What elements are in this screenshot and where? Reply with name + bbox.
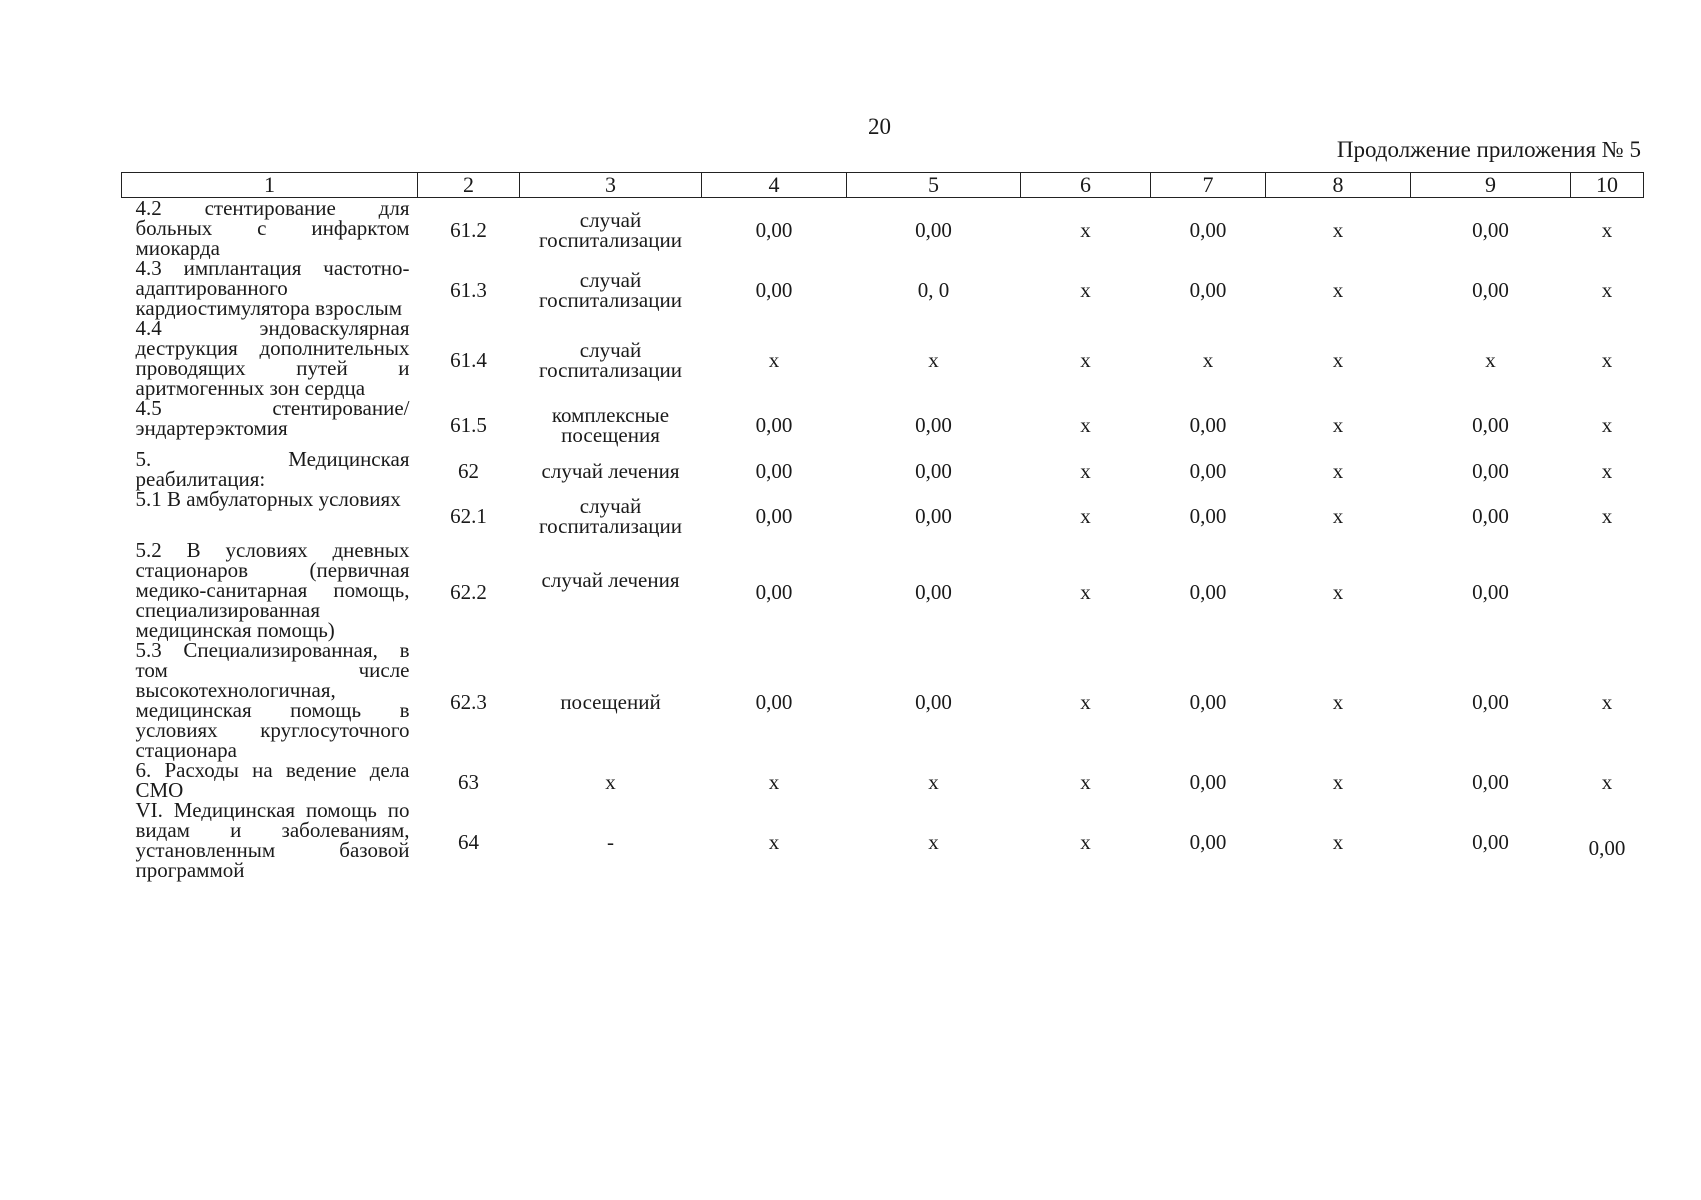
row-code: 62.3 (450, 689, 487, 714)
row-unit: - (607, 829, 614, 854)
row-name: 5.2 В условиях дневных стационаров (первичная медико-санитарная помощь, специализированная медицинская помощь) (135, 538, 410, 642)
cell-col-9: 0,00 (1472, 504, 1509, 528)
header-row (122, 173, 1644, 198)
cell-col-10: х (1601, 347, 1613, 372)
cell-col-7: 0,00 (1189, 413, 1227, 437)
cell-col-8: х (1332, 829, 1344, 854)
row-name: 6. Расходы на ведение дела СМО (135, 758, 410, 802)
header-col-1: 1 (122, 173, 418, 198)
cell-col-6: х (1080, 347, 1091, 372)
cell-col-8: х (1332, 504, 1344, 528)
cell-col-5: 0,00 (915, 413, 952, 437)
cell-col-9: 0,00 (1472, 579, 1509, 604)
cell-col-10: х (1601, 769, 1613, 794)
cell-col-10: х (1601, 504, 1613, 528)
cell-col-5: 0,00 (915, 458, 952, 483)
row-code: 64 (458, 829, 479, 854)
cell-col-9: 0,00 (1472, 829, 1509, 854)
cell-col-7: 0,00 (1189, 458, 1227, 483)
cell-col-9: х (1485, 347, 1496, 372)
cell-col-7: 0,00 (1189, 217, 1227, 242)
table-row (122, 449, 1644, 489)
row-code: 61.5 (450, 413, 487, 437)
cell-col-8: х (1332, 347, 1344, 372)
cell-col-6: х (1080, 829, 1091, 854)
row-name: 5. Медицинская реабилитация: (135, 447, 410, 491)
header-col-10: 10 (1571, 173, 1644, 198)
cell-col-5: 0, 0 (917, 277, 950, 302)
row-code: 61.3 (450, 277, 487, 302)
data-table-container (121, 172, 1643, 880)
cell-col-7: х (1202, 347, 1214, 372)
cell-col-5: 0,00 (915, 504, 952, 528)
cell-col-4: 0,00 (755, 689, 793, 714)
cell-col-4: х (768, 347, 780, 372)
cell-col-7: 0,00 (1189, 689, 1227, 714)
cell-col-5: 0,00 (915, 217, 952, 242)
header-col-9: 9 (1411, 173, 1571, 198)
page-number: 20 (868, 114, 891, 139)
table-row (122, 258, 1644, 318)
cell-col-10: 0,00 (1588, 836, 1626, 860)
row-unit: случай госпитализации (539, 337, 682, 382)
row-unit: случай госпитализации (539, 494, 682, 538)
cell-col-5: х (928, 829, 939, 854)
row-unit: х (605, 769, 616, 794)
table-header (122, 173, 1644, 198)
table-row (122, 760, 1644, 800)
row-name: 4.5 стентирование/ эндартерэктомия (135, 396, 410, 440)
cell-col-6: х (1080, 689, 1091, 714)
row-name: 5.3 Специализированная, в том числе высокотехнологичная, медицинская помощь в условиях круглосуточного стационара (135, 638, 410, 762)
cell-col-10: х (1601, 458, 1613, 483)
cell-col-9: 0,00 (1472, 689, 1509, 714)
table-row (122, 800, 1644, 880)
row-code: 61.2 (450, 217, 487, 242)
cell-col-8: х (1332, 458, 1344, 483)
cell-col-6: х (1080, 458, 1091, 483)
cell-col-5: 0,00 (915, 579, 952, 604)
table-row (122, 540, 1644, 640)
cell-col-10: х (1601, 277, 1613, 302)
row-code: 63 (458, 769, 479, 794)
row-name: 4.3 имплантация частотно-адаптированного кардиостимулятора взрослым (135, 256, 410, 320)
cell-col-6: х (1080, 277, 1091, 302)
cell-col-7: 0,00 (1189, 829, 1227, 854)
cell-col-6: х (1080, 769, 1091, 794)
cell-col-4: 0,00 (755, 458, 793, 483)
cell-col-6: х (1080, 217, 1091, 242)
cell-col-5: 0,00 (915, 689, 952, 714)
row-code: 62 (458, 458, 479, 483)
row-unit: посещений (560, 689, 661, 714)
cell-col-9: 0,00 (1472, 458, 1509, 483)
table-body (122, 198, 1644, 881)
cell-col-10: х (1601, 689, 1613, 714)
row-name: 4.4 эндоваскулярная деструкция дополнительных проводящих путей и аритмогенных зон сердца (135, 316, 410, 400)
row-unit: случай госпитализации (539, 207, 682, 252)
cell-col-8: х (1332, 413, 1344, 437)
row-unit: случай госпитализации (539, 267, 682, 312)
cell-col-5: х (928, 769, 939, 794)
cell-col-6: х (1080, 579, 1091, 604)
header-col-6: 6 (1021, 173, 1151, 198)
header-col-5: 5 (847, 173, 1021, 198)
table-row (122, 318, 1644, 398)
cell-col-8: х (1332, 217, 1344, 242)
data-table (121, 172, 1644, 880)
cell-col-4: 0,00 (755, 277, 793, 302)
table-row (122, 640, 1644, 760)
table-row (122, 198, 1644, 259)
cell-col-4: х (768, 769, 780, 794)
cell-col-7: 0,00 (1189, 769, 1227, 794)
row-name: VI. Медицинская помощь по видам и заболеваниям, установленным базовой программой (135, 798, 410, 882)
row-unit: случай лечения (541, 458, 680, 483)
table-row (122, 398, 1644, 449)
cell-col-5: х (928, 347, 939, 372)
cell-col-8: х (1332, 277, 1344, 302)
row-unit: случай лечения (541, 568, 680, 592)
table-row (122, 489, 1644, 540)
row-code: 61.4 (450, 347, 487, 372)
cell-col-4: 0,00 (755, 217, 793, 242)
cell-col-9: 0,00 (1472, 277, 1509, 302)
header-col-3: 3 (520, 173, 702, 198)
header-col-2: 2 (418, 173, 520, 198)
cell-col-6: х (1080, 413, 1091, 437)
cell-col-10 (1571, 540, 1644, 640)
cell-col-7: 0,00 (1189, 504, 1227, 528)
cell-col-8: х (1332, 579, 1344, 604)
cell-col-8: х (1332, 769, 1344, 794)
header-col-7: 7 (1151, 173, 1266, 198)
row-unit: комплексные посещения (551, 403, 670, 447)
cell-col-9: 0,00 (1472, 217, 1509, 242)
cell-col-4: 0,00 (755, 504, 793, 528)
row-code: 62.1 (450, 504, 487, 528)
header-col-8: 8 (1266, 173, 1411, 198)
row-code: 62.2 (450, 579, 487, 604)
cell-col-10: х (1601, 413, 1613, 437)
cell-col-4: 0,00 (755, 579, 793, 604)
cell-col-4: х (768, 829, 780, 854)
row-name: 5.1 В амбулаторных условиях (135, 487, 401, 511)
cell-col-7: 0,00 (1189, 579, 1227, 604)
cell-col-10: х (1601, 217, 1613, 242)
cell-col-9: 0,00 (1472, 413, 1509, 437)
continuation-caption: Продолжение приложения № 5 (1336, 137, 1641, 162)
cell-col-8: х (1332, 689, 1344, 714)
row-name: 4.2 стентирование для больных с инфарктом миокарда (135, 196, 410, 260)
cell-col-9: 0,00 (1472, 769, 1509, 794)
header-col-4: 4 (702, 173, 847, 198)
cell-col-7: 0,00 (1189, 277, 1227, 302)
cell-col-6: х (1080, 504, 1091, 528)
cell-col-4: 0,00 (755, 413, 793, 437)
